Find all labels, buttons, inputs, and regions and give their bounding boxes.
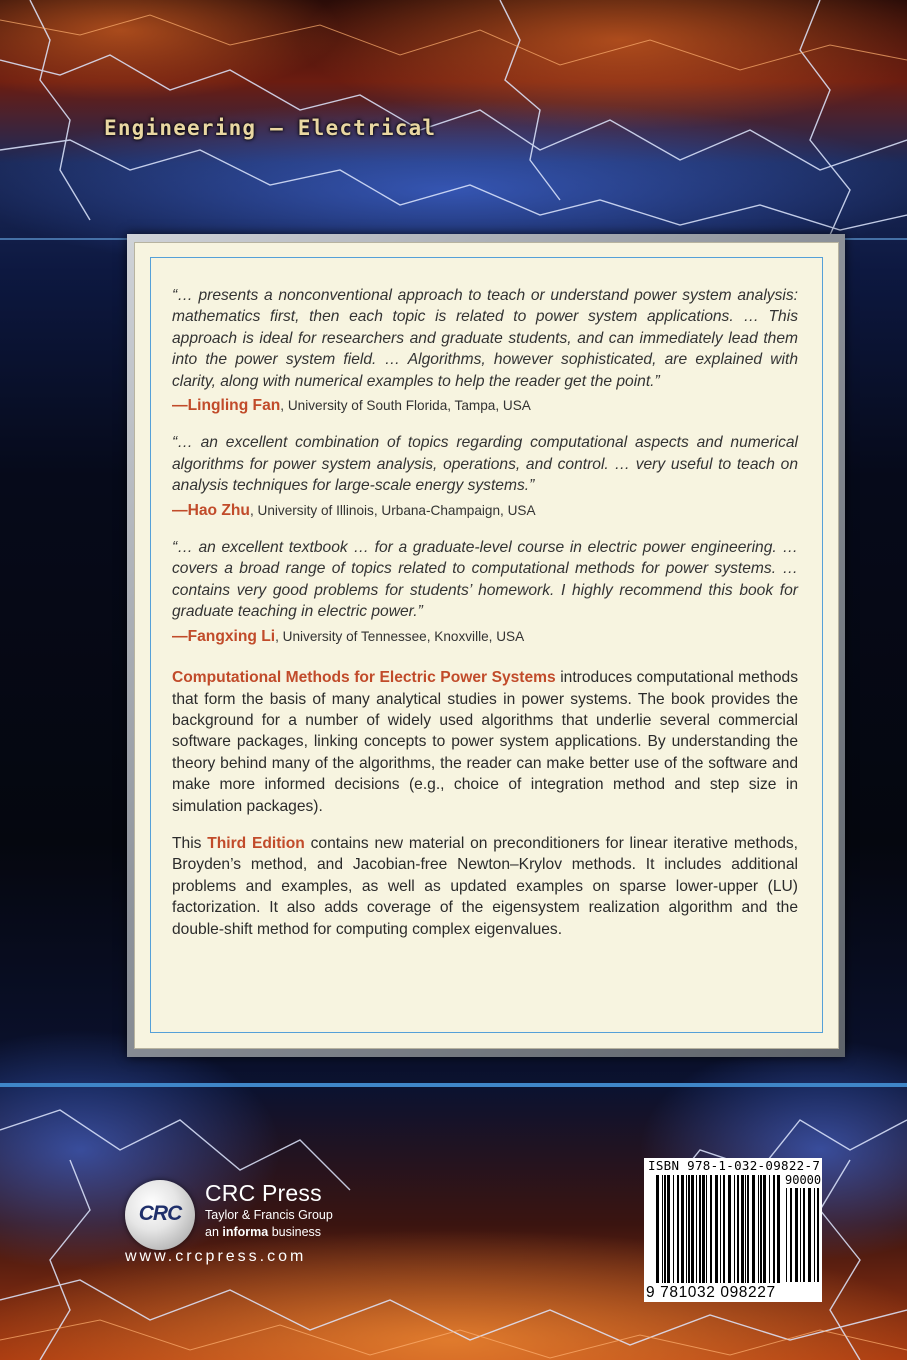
barcode-bar: [723, 1175, 725, 1283]
edition-prefix: This: [172, 834, 208, 852]
crc-logo: [125, 1180, 195, 1250]
review-attribution: [172, 395, 798, 416]
barcode-bar: [808, 1188, 811, 1282]
reviewer-name: —Hao Zhu: [172, 501, 250, 519]
publisher-name: CRC Press: [205, 1180, 322, 1206]
review-attribution: [172, 500, 798, 521]
barcode-bar: [688, 1175, 690, 1283]
barcode-bar: [702, 1175, 705, 1283]
isbn-text: ISBN 978-1-032-09822-7: [648, 1158, 821, 1173]
barcode-bar: [814, 1188, 815, 1282]
review-quote: “… an excellent textbook … for a graduate-level course in electric power engineering. … covers a broad range of topics related to computational methods for power systems. … contains very good problems for students’ homework. I highly recommend this book for graduate teaching in electric power.”: [172, 539, 798, 621]
barcode-bar: [777, 1175, 780, 1283]
barcode-bar: [745, 1175, 746, 1283]
barcode-bar: [769, 1175, 770, 1283]
barcode-bar: [696, 1175, 697, 1283]
informa-suffix: business: [268, 1225, 322, 1239]
reviewer-affiliation: , University of South Florida, Tampa, USA: [280, 398, 531, 414]
barcode-bar: [673, 1175, 674, 1283]
barcode-bar: [715, 1175, 718, 1283]
barcode-bar: [667, 1175, 670, 1283]
barcode-bar: [747, 1175, 749, 1283]
barcode-bar: [790, 1188, 792, 1282]
publisher-informa-line: [205, 1224, 333, 1241]
barcode-bar: [734, 1175, 735, 1283]
edition-body: contains new material on preconditioners for linear iterative methods, Broyden’s method, and Jacobian-free Newton–Krylov methods. It includes additional problems and examples, as well as updated examples on sparse lower-upper (LU) factorization. It also adds coverage of the eigensystem realization algorithm and the double-shift method for computing complex eigenvalues.: [172, 834, 798, 938]
price-code: 90000: [785, 1173, 822, 1187]
barcode-bar: [773, 1175, 775, 1283]
book-description: [172, 667, 798, 817]
barcode-bar: [720, 1175, 721, 1283]
description-body: introduces computational methods that form the basis of many analytical studies in power systems. The book provides the background for a number of widely used algorithms that underlie several commercial software packages, linking concepts to power system applications. By understanding the theory behind many of the algorithms, the reader can make better use of the software and make more informed decisions (e.g., choice of integration method and step size in simulation packages).: [172, 669, 798, 815]
barcode-bar: [800, 1188, 801, 1282]
barcode-bar: [760, 1175, 762, 1283]
subject-category: Engineering – Electrical: [104, 116, 437, 140]
barcode-digits: 9 781032 098227: [646, 1284, 776, 1301]
barcode-bar: [656, 1175, 659, 1283]
barcode-bar: [677, 1175, 679, 1283]
bottom-divider-line: [0, 1083, 907, 1087]
barcode-bar: [691, 1175, 694, 1283]
barcode-bar: [795, 1188, 798, 1282]
publisher-url[interactable]: www.crcpress.com: [125, 1248, 307, 1265]
barcode-bar: [737, 1175, 739, 1283]
barcode-bar: [817, 1188, 819, 1282]
barcode-addon: [786, 1188, 820, 1286]
barcode-bar: [699, 1175, 701, 1283]
barcode-bar: [662, 1175, 663, 1283]
review-attribution: [172, 626, 798, 647]
book-title: Computational Methods for Electric Power Systems: [172, 669, 556, 687]
crc-logo-text: CRC: [138, 1202, 182, 1225]
edition-description: [172, 833, 798, 940]
barcode-bar: [686, 1175, 687, 1283]
barcode-bar: [763, 1175, 766, 1283]
barcode-bar: [758, 1175, 759, 1283]
review-quote: “… presents a nonconventional approach to teach or understand power system analysis: mathematics first, then each topic is related to power system applications. … This approach is ideal for researchers and graduate students, and can immediately lead them into the power system field. … Algorithms, however sophisticated, are explained with clarity, along with numerical examples to help the reader get the point.”: [172, 287, 798, 390]
barcode-bar: [710, 1175, 712, 1283]
panel-content: [172, 285, 798, 956]
review-quote: “… an excellent combination of topics regarding computational aspects and numerical algorithms for power system analysis, operations, and control. … very useful to teach on analysis techniques for large-scale energy systems.”: [172, 434, 798, 495]
publisher-block: [205, 1180, 333, 1241]
reviewer-name: —Fangxing Li: [172, 627, 276, 645]
publisher-group: Taylor & Francis Group: [205, 1208, 333, 1222]
edition-highlight: Third Edition: [207, 834, 305, 852]
barcode-bar: [728, 1175, 731, 1283]
reviewer-name: —Lingling Fan: [172, 397, 281, 415]
barcode-bar: [803, 1188, 805, 1282]
barcode-bar: [786, 1188, 787, 1282]
barcode-bar: [664, 1175, 666, 1283]
reviewer-affiliation: , University of Illinois, Urbana-Champaign, USA: [249, 502, 536, 518]
barcode-main: [656, 1175, 782, 1287]
reviewer-affiliation: , University of Tennessee, Knoxville, USA: [275, 628, 525, 644]
informa-prefix: an: [205, 1225, 223, 1239]
barcode-bar: [741, 1175, 744, 1283]
barcode-bar: [752, 1175, 755, 1283]
barcode-bar: [681, 1175, 684, 1283]
barcode-bar: [706, 1175, 707, 1283]
informa-bold: informa: [222, 1225, 269, 1239]
